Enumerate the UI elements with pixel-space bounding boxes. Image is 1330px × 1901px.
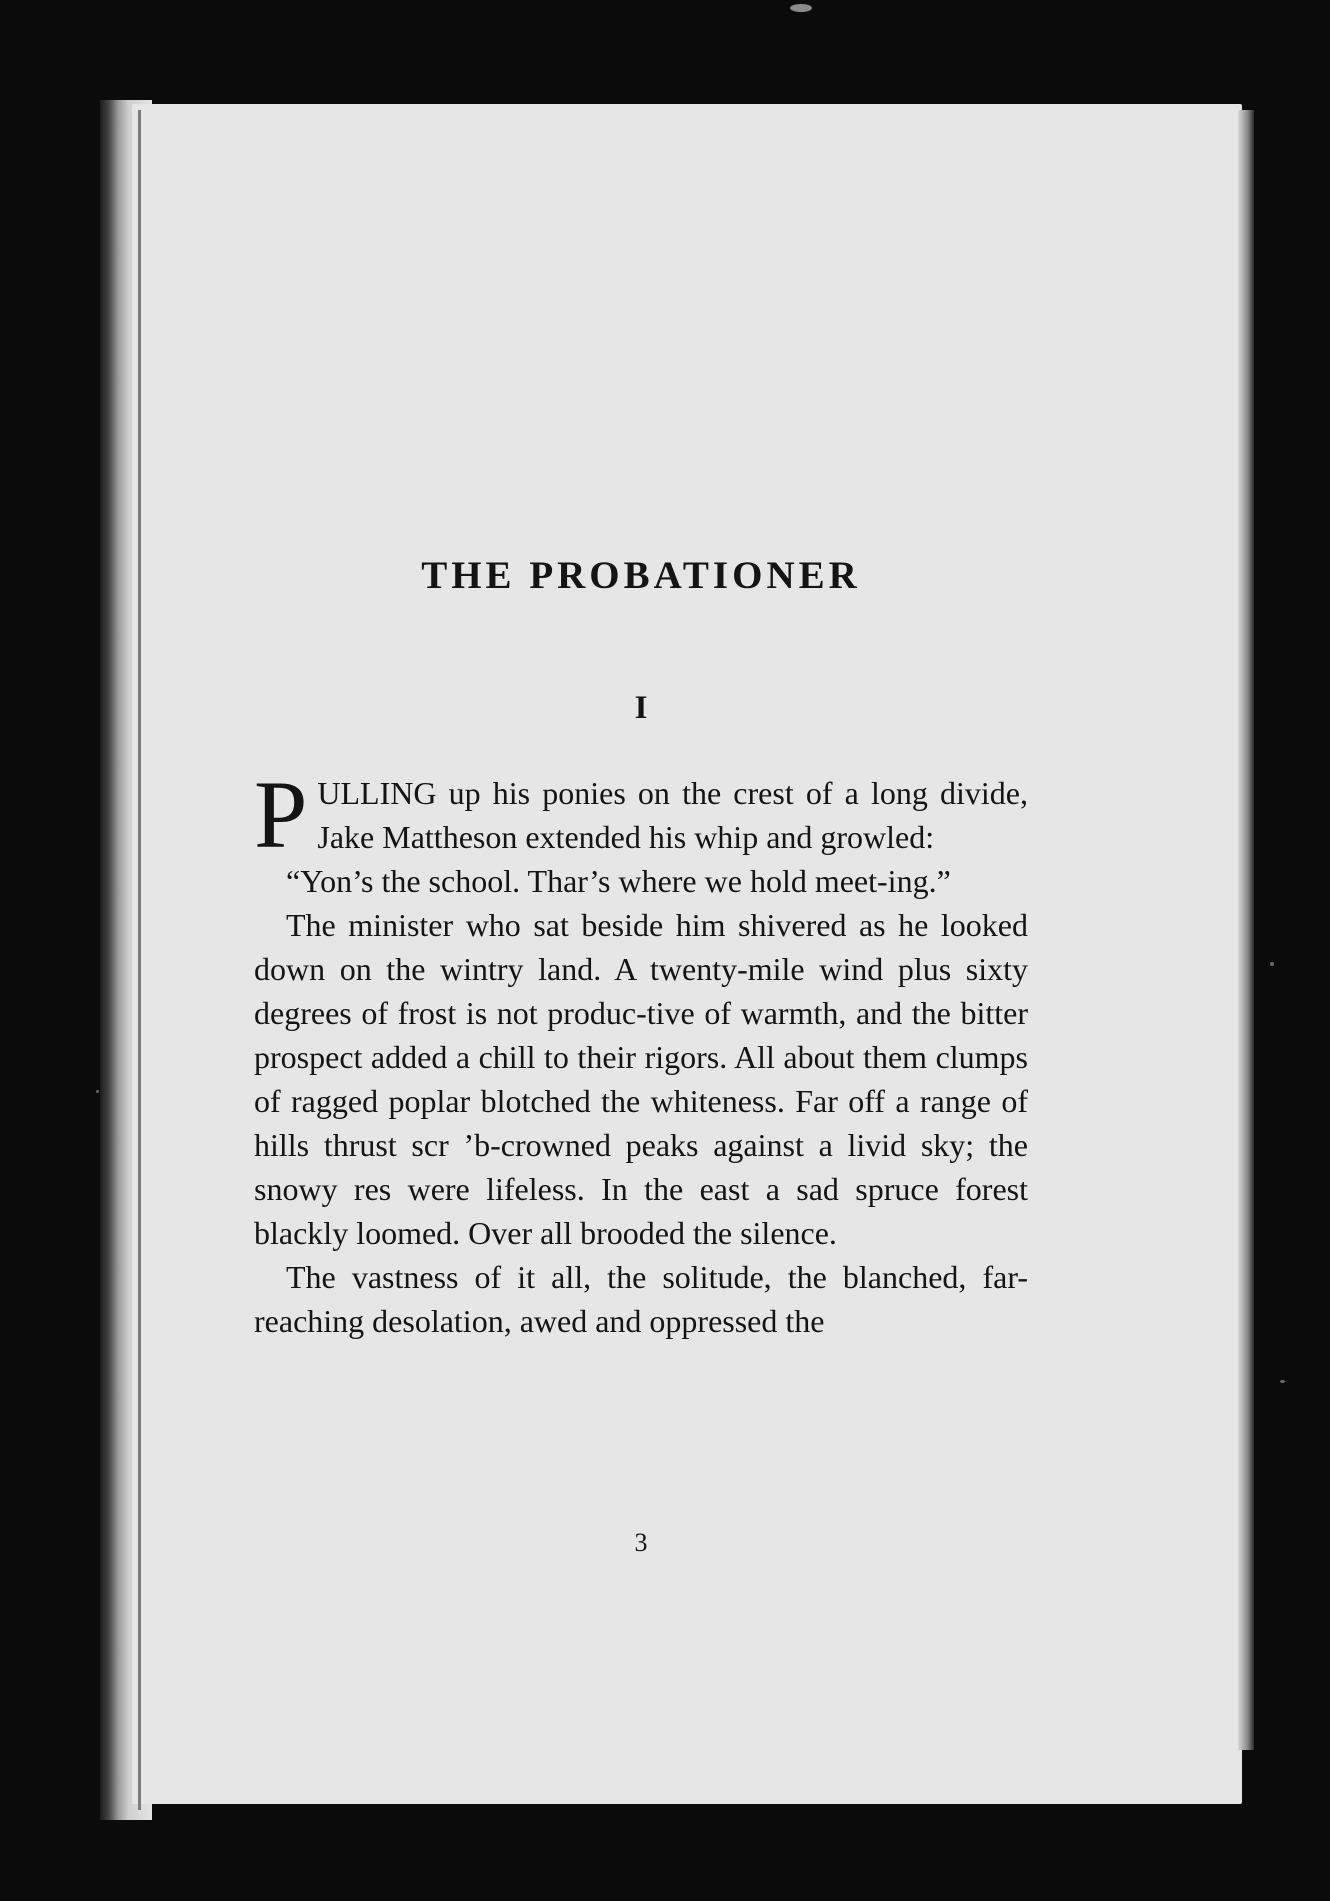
dust-speck <box>1270 962 1274 966</box>
chapter-title: THE PROBATIONER <box>421 554 861 597</box>
paragraph: The vastness of it all, the solitude, the blanched, far-reaching desolation, awed and oppressed the <box>254 1259 1028 1339</box>
binding-edge-line <box>138 110 141 1810</box>
paragraph: “Yon’s the school. Thar’s where we hold meet-ing.” <box>286 863 951 899</box>
paragraph <box>254 761 1028 868</box>
dust-speck <box>96 1090 99 1093</box>
paragraph: The minister who sat beside him shivered as he looked down on the wintry land. A twenty-mile wind plus sixty degrees of frost is not produc-tive of warmth, and the bitter prospect added a chill to their rigors. All about them clumps of ragged poplar blotched the whiteness. Far off a range of hills thrust scr ’b-crowned peaks against a livid sky; the snowy res were lifeless. In the east a sad spruce forest blackly loomed. Over all brooded the silence. <box>254 907 1028 1251</box>
drop-cap: P <box>254 761 308 868</box>
dust-speck <box>1280 1380 1285 1383</box>
dust-speck <box>790 4 812 12</box>
page-edge-shadow <box>1238 110 1254 1750</box>
chapter-number: I <box>634 690 648 726</box>
body-text <box>254 761 1028 1343</box>
paragraph-text: ULLING up his ponies on the crest of a long divide, Jake Mattheson extended his whip and growled: <box>317 775 1028 855</box>
page-number: 3 <box>634 1528 648 1557</box>
